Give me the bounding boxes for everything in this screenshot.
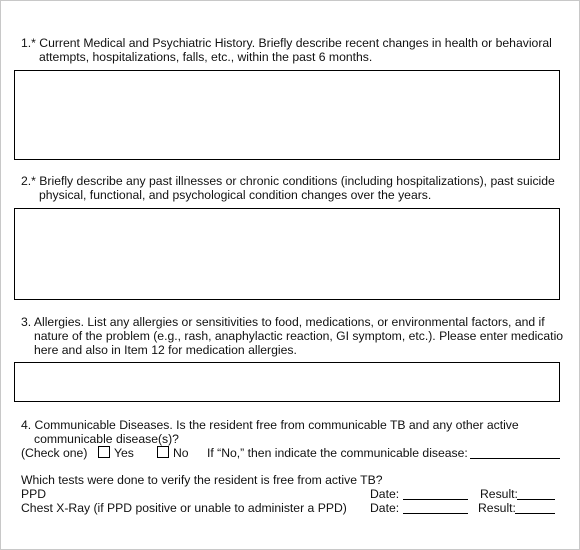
xray-result-field[interactable] [515,513,555,514]
check-one-row [21,446,87,460]
question-3-line-1: 3. Allergies. List any allergies or sensitivities to food, medications, or environmental factors, and if [21,315,545,329]
xray-date-label: Date: [370,501,400,515]
no-checkbox[interactable] [157,446,169,458]
question-3 [21,315,563,357]
if-no-label: If “No,” then indicate the communicable disease: [207,446,468,460]
yes-label: Yes [114,446,134,460]
question-3-answer-box[interactable] [14,362,560,402]
question-1-line-2: attempts, hospitalizations, falls, etc., within the past 6 months. [39,50,373,64]
question-3-line-2: nature of the problem (e.g., rash, anaphylactic reaction, GI symptom, etc.). Please enter medicatio [34,329,564,343]
question-1-answer-box[interactable] [14,70,560,160]
question-4-line-1: 4. Communicable Diseases. Is the resident free from communicable TB and any other active [21,418,519,432]
ppd-date-label: Date: [370,487,400,501]
xray-label: Chest X-Ray (if PPD positive or unable to administer a PPD) [21,501,347,515]
no-option[interactable] [157,446,189,460]
question-2-answer-box[interactable] [14,208,560,300]
question-1-line-1: 1.* Current Medical and Psychiatric History. Briefly describe recent changes in health or behavioral [21,36,552,50]
question-4-line-2: communicable disease(s)? [34,432,179,446]
ppd-date-field[interactable] [403,499,468,500]
xray-date-field[interactable] [403,513,468,514]
ppd-label: PPD [21,487,47,501]
xray-result-label: Result: [478,501,516,515]
communicable-disease-field[interactable] [470,458,560,459]
question-4 [21,418,519,446]
question-2-line-1: 2.* Briefly describe any past illnesses or chronic conditions (including hospitalizations), past suicide [21,174,555,188]
ppd-result-label: Result: [480,487,518,501]
yes-checkbox[interactable] [98,446,110,458]
no-label: No [173,446,189,460]
question-2-line-2: physical, functional, and psychological condition changes over the years. [39,188,432,202]
tb-tests-question: Which tests were done to verify the resident is free from active TB? [21,473,383,487]
check-one-label: (Check one) [21,446,88,460]
ppd-result-field[interactable] [517,499,555,500]
question-1 [21,36,552,64]
question-3-line-3: here and also in Item 12 for medication allergies. [34,343,297,357]
question-2 [21,174,555,202]
yes-option[interactable] [98,446,134,460]
